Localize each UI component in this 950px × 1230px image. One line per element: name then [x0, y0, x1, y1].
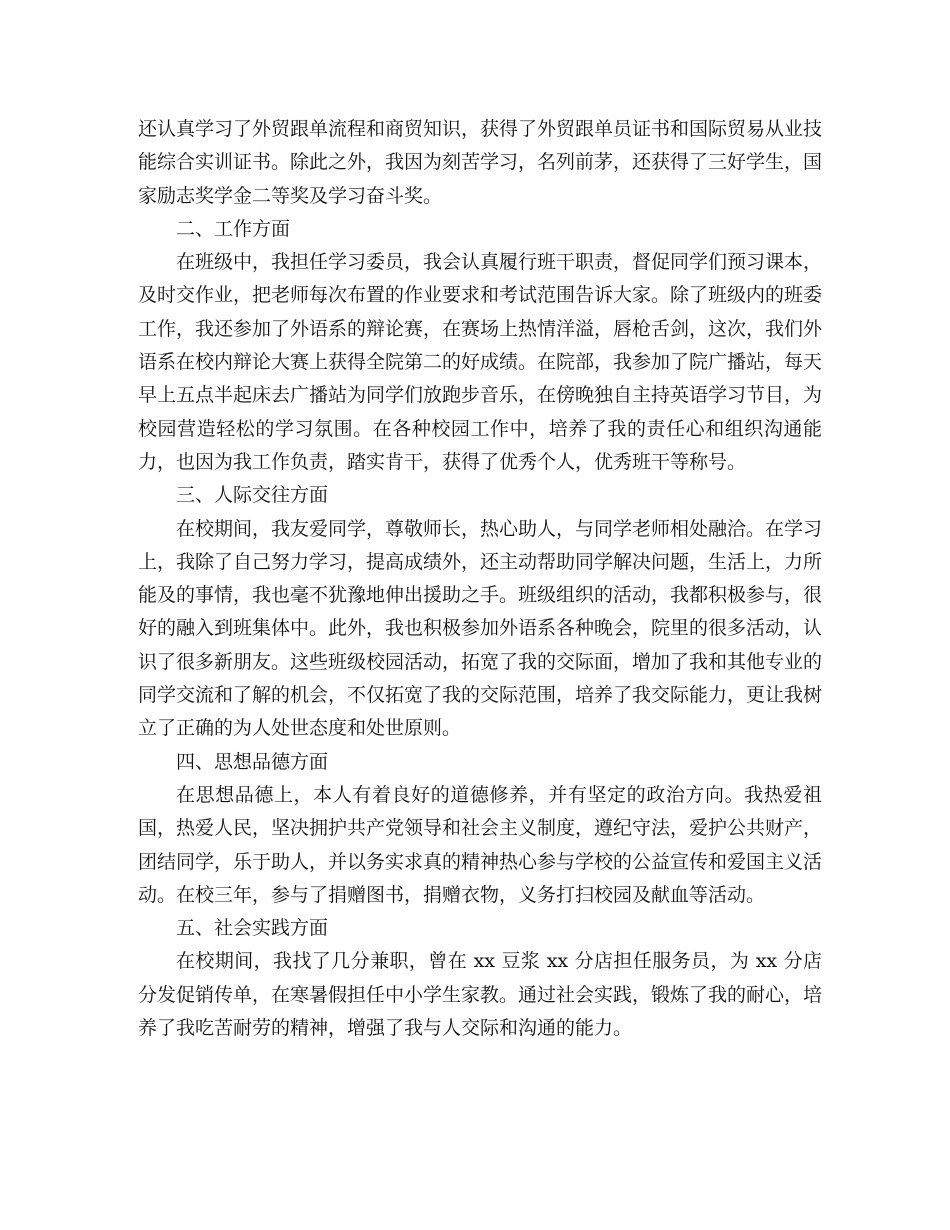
paragraph-social-practice: 在校期间，我找了几分兼职，曾在 xx 豆浆 xx 分店担任服务员，为 xx 分店分发促销传单，在寒暑假担任中小学生家教。通过社会实践，锻炼了我的耐心，培养了我吃苦耐劳的精神，增强了我与人交际和沟通的能力。 [138, 950, 823, 1040]
document-page [138, 113, 822, 1045]
section-heading-morality: 四、思想品德方面 [176, 750, 329, 773]
section-heading-interpersonal: 三、人际交往方面 [176, 484, 329, 507]
paragraph-morality: 在思想品德上，本人有着良好的道德修养，并有坚定的政治方向。我热爱祖国，热爱人民，坚决拥护共产党领导和社会主义制度，遵纪守法，爱护公共财产，团结同学，乐于助人，并以务实求真的精神热心参与学校的公益宣传和爱国主义活动。在校三年，参与了捐赠图书，捐赠衣物，义务打扫校园及献血等活动。 [138, 783, 823, 906]
section-heading-social-practice: 五、社会实践方面 [176, 917, 329, 940]
paragraph-work: 在班级中，我担任学习委员，我会认真履行班干职责，督促同学们预习课本，及时交作业，把老师每次布置的作业要求和考试范围告诉大家。除了班级内的班委工作，我还参加了外语系的辩论赛，在赛场上热情洋溢，唇枪舌剑，这次，我们外语系在校内辩论大赛上获得全院第二的好成绩。在院部，我参加了院广播站，每天早上五点半起床去广播站为同学们放跑步音乐，在傍晚独自主持英语学习节目，为校园营造轻松的学习氛围。在各种校园工作中，培养了我的责任心和组织沟通能力，也因为我工作负责，踏实肯干，获得了优秀个人，优秀班干等称号。 [138, 251, 823, 473]
paragraph-continued: 还认真学习了外贸跟单流程和商贸知识，获得了外贸跟单员证书和国际贸易从业技能综合实训证书。除此之外，我因为刻苦学习，名列前茅，还获得了三好学生，国家励志奖学金二等奖及学习奋斗奖。 [138, 118, 823, 207]
paragraph-interpersonal: 在校期间，我友爱同学，尊敬师长，热心助人，与同学老师相处融洽。在学习上，我除了自己努力学习，提高成绩外，还主动帮助同学解决问题，生活上，力所能及的事情，我也毫不犹豫地伸出援助之手。班级组织的活动，我都积极参与，很好的融入到班集体中。此外，我也积极参加外语系各种晚会，院里的很多活动，认识了很多新朋友。这些班级校园活动，拓宽了我的交际面，增加了我和其他专业的同学交流和了解的机会，不仅拓宽了我的交际范围，培养了我交际能力，更让我树立了正确的为人处世态度和处世原则。 [138, 517, 823, 740]
section-heading-work: 二、工作方面 [176, 217, 291, 240]
